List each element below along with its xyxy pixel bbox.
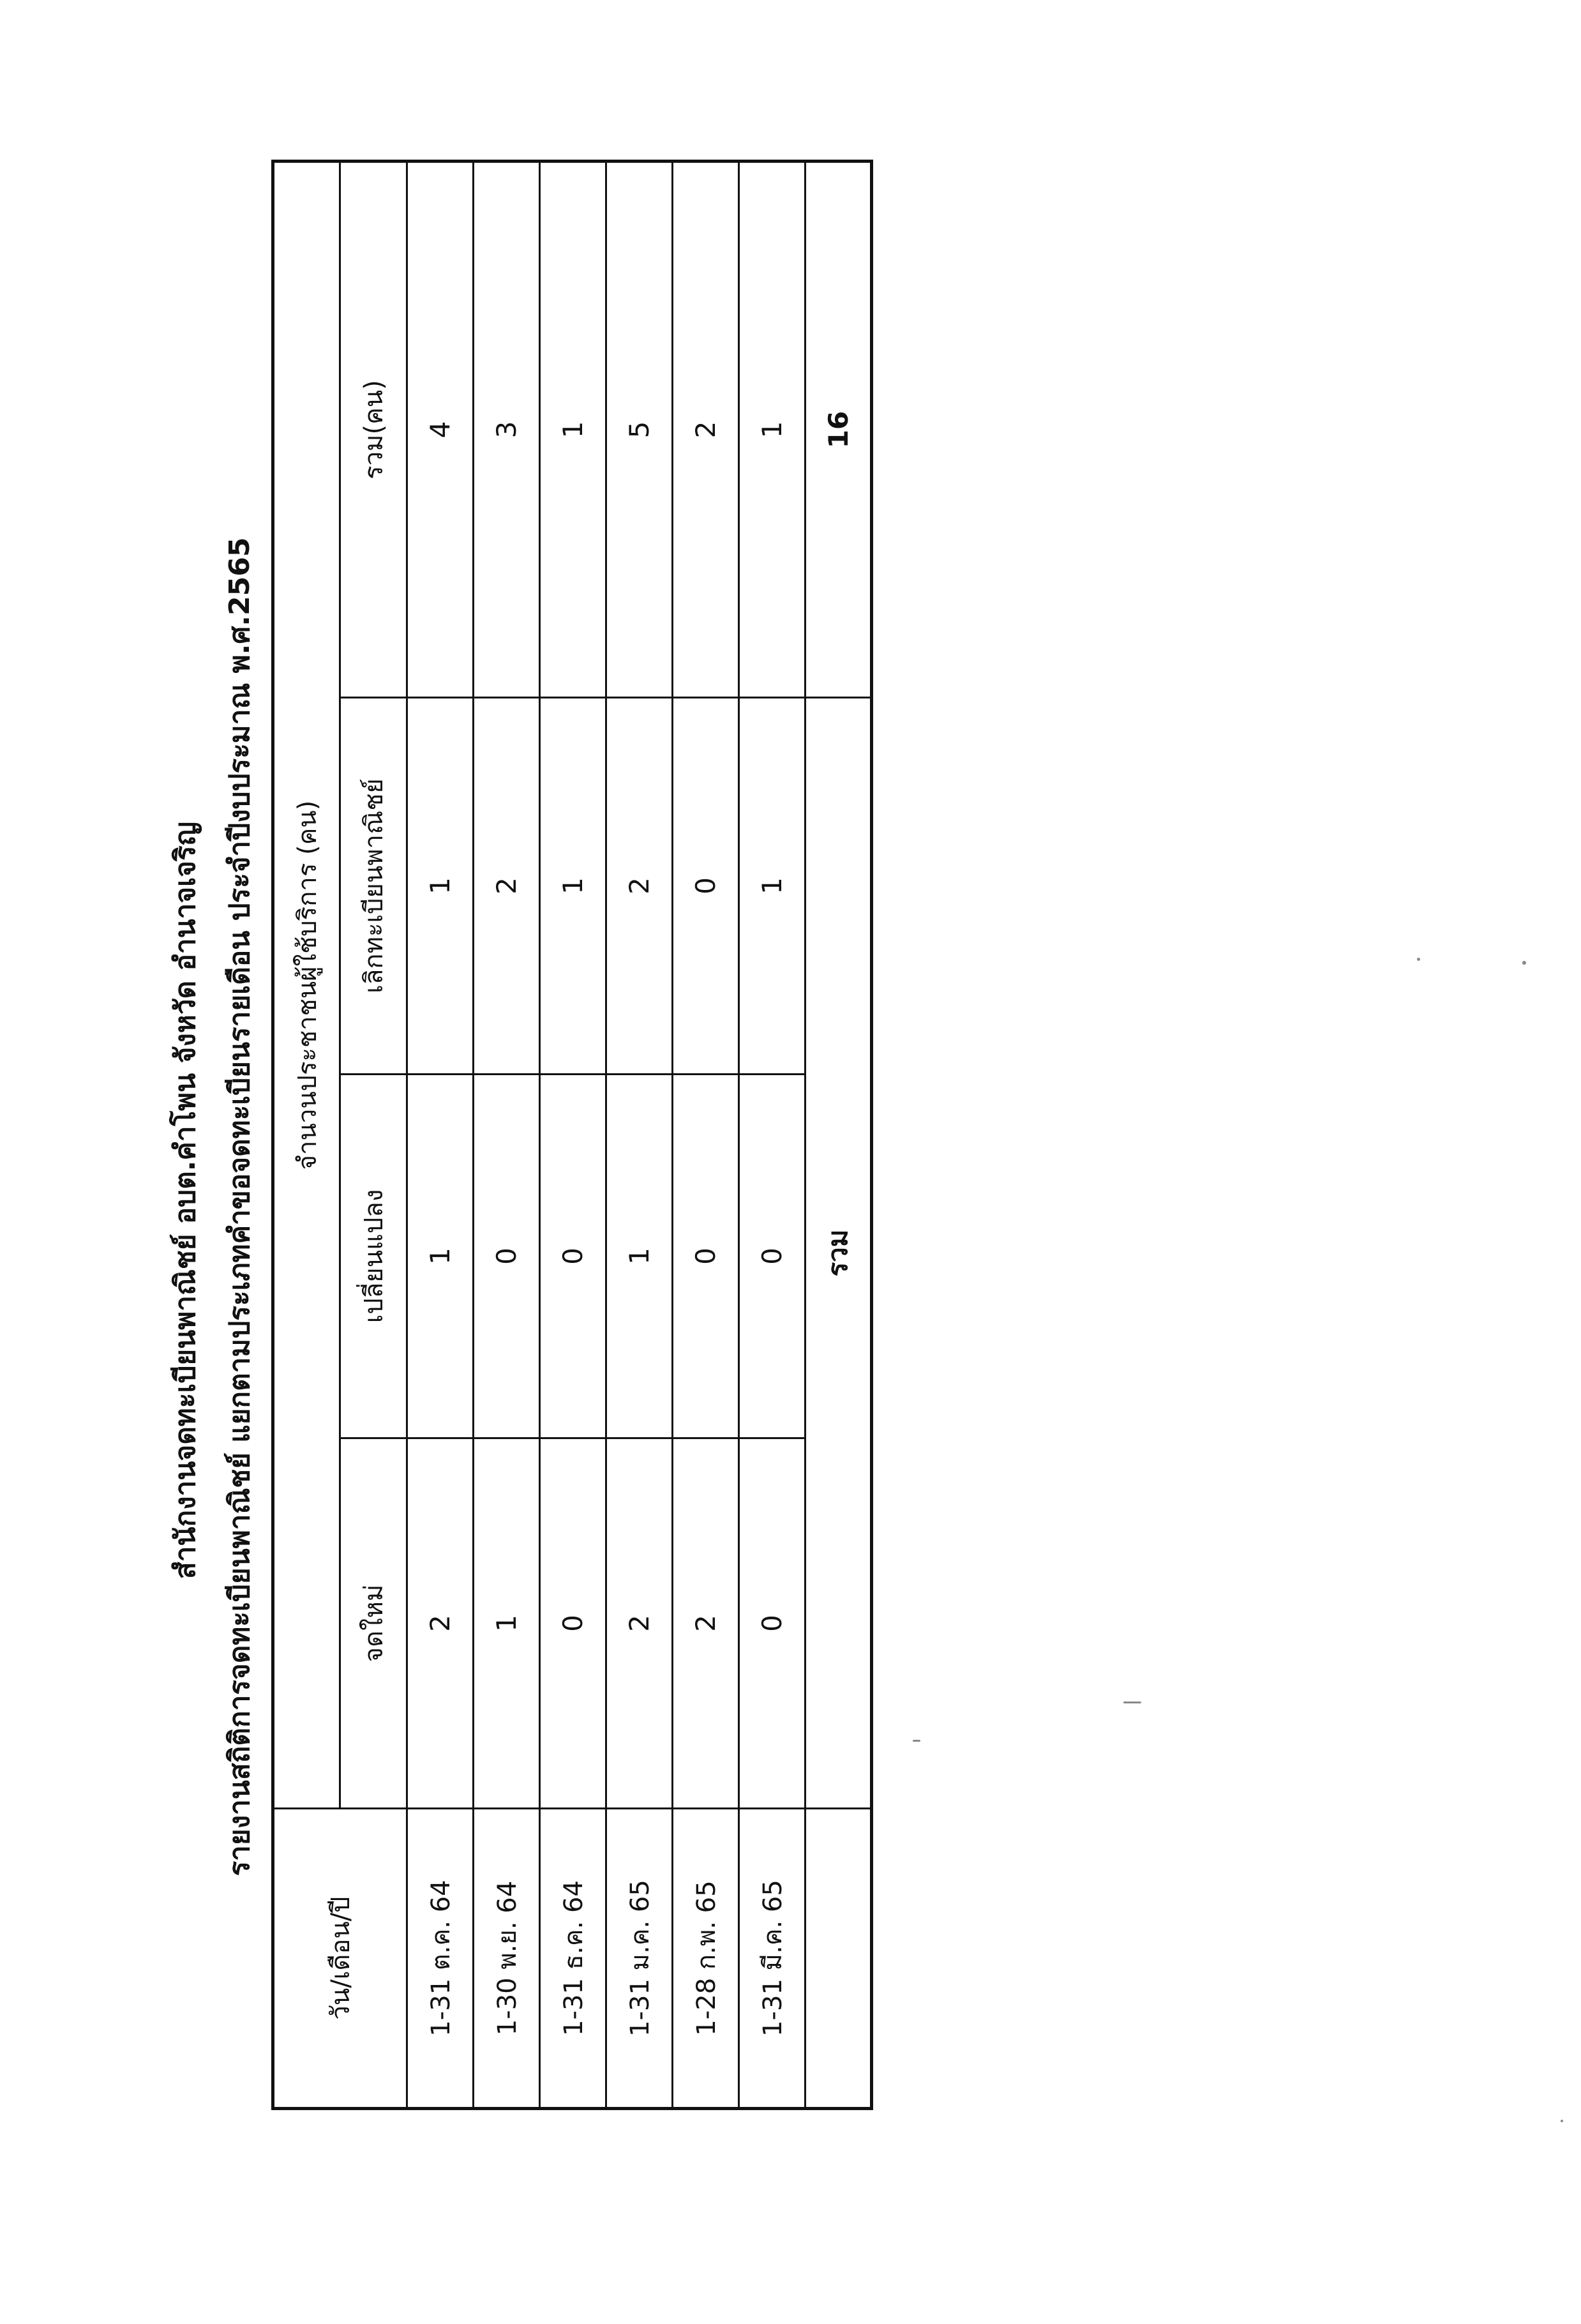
header-group: จำนวนประชาชนผู้ใช้บริการ (คน) (273, 162, 340, 1809)
row-change: 0 (474, 1075, 540, 1438)
scan-speck (1522, 961, 1526, 965)
row-total: 3 (474, 162, 540, 698)
total-row (805, 162, 872, 2109)
scan-speck (913, 1740, 920, 1742)
scan-speck (1123, 1701, 1141, 1703)
table-row (739, 162, 805, 2109)
row-new: 2 (606, 1438, 673, 1809)
total-blank (805, 1809, 872, 2109)
document-title: สำนักงานจดทะเบียนพาณิชย์ อบต.คำโพน จังหวัด อำนาจเจริญ (169, 821, 202, 1580)
row-new: 0 (739, 1438, 805, 1809)
row-total: 5 (606, 162, 673, 698)
row-cancel: 1 (407, 698, 474, 1075)
row-change: 0 (540, 1075, 606, 1438)
row-change: 0 (673, 1075, 739, 1438)
row-new: 2 (673, 1438, 739, 1809)
table-row (673, 162, 739, 2109)
row-period: 1-31 ต.ค. 64 (407, 1809, 474, 2109)
row-period: 1-30 พ.ย. 64 (474, 1809, 540, 2109)
scan-speck (1561, 2120, 1563, 2122)
total-value: 16 (805, 162, 872, 698)
header-cancel: เลิกทะเบียนพาณิชย์ (340, 698, 407, 1075)
total-label: รวม (805, 698, 872, 1809)
row-new: 2 (407, 1438, 474, 1809)
row-change: 1 (606, 1075, 673, 1438)
statistics-table (271, 160, 873, 2110)
row-cancel: 2 (606, 698, 673, 1075)
row-new: 0 (540, 1438, 606, 1809)
document-subtitle: รายงานสถิติการจดทะเบียนพาณิชย์ แยกตามประเภทคำขอจดทะเบียนรายเดือน ประจำปีงบประมาณ พ.ศ.2565 (223, 537, 256, 1876)
header-date: วัน/เดือน/ปี (273, 1809, 407, 2109)
header-total: รวม(คน) (340, 162, 407, 698)
table-row (606, 162, 673, 2109)
row-total: 2 (673, 162, 739, 698)
row-new: 1 (474, 1438, 540, 1809)
row-cancel: 1 (739, 698, 805, 1075)
row-period: 1-31 ธ.ค. 64 (540, 1809, 606, 2109)
row-change: 1 (407, 1075, 474, 1438)
header-new: จดใหม่ (340, 1438, 407, 1809)
row-period: 1-28 ก.พ. 65 (673, 1809, 739, 2109)
row-total: 1 (739, 162, 805, 698)
row-change: 0 (739, 1075, 805, 1438)
scan-speck (1417, 958, 1420, 961)
row-cancel: 1 (540, 698, 606, 1075)
table-row (474, 162, 540, 2109)
row-total: 4 (407, 162, 474, 698)
row-period: 1-31 ม.ค. 65 (606, 1809, 673, 2109)
row-period: 1-31 มี.ค. 65 (739, 1809, 805, 2109)
row-total: 1 (540, 162, 606, 698)
table-row (407, 162, 474, 2109)
row-cancel: 0 (673, 698, 739, 1075)
table-row (540, 162, 606, 2109)
row-cancel: 2 (474, 698, 540, 1075)
header-change: เปลี่ยนแปลง (340, 1075, 407, 1438)
